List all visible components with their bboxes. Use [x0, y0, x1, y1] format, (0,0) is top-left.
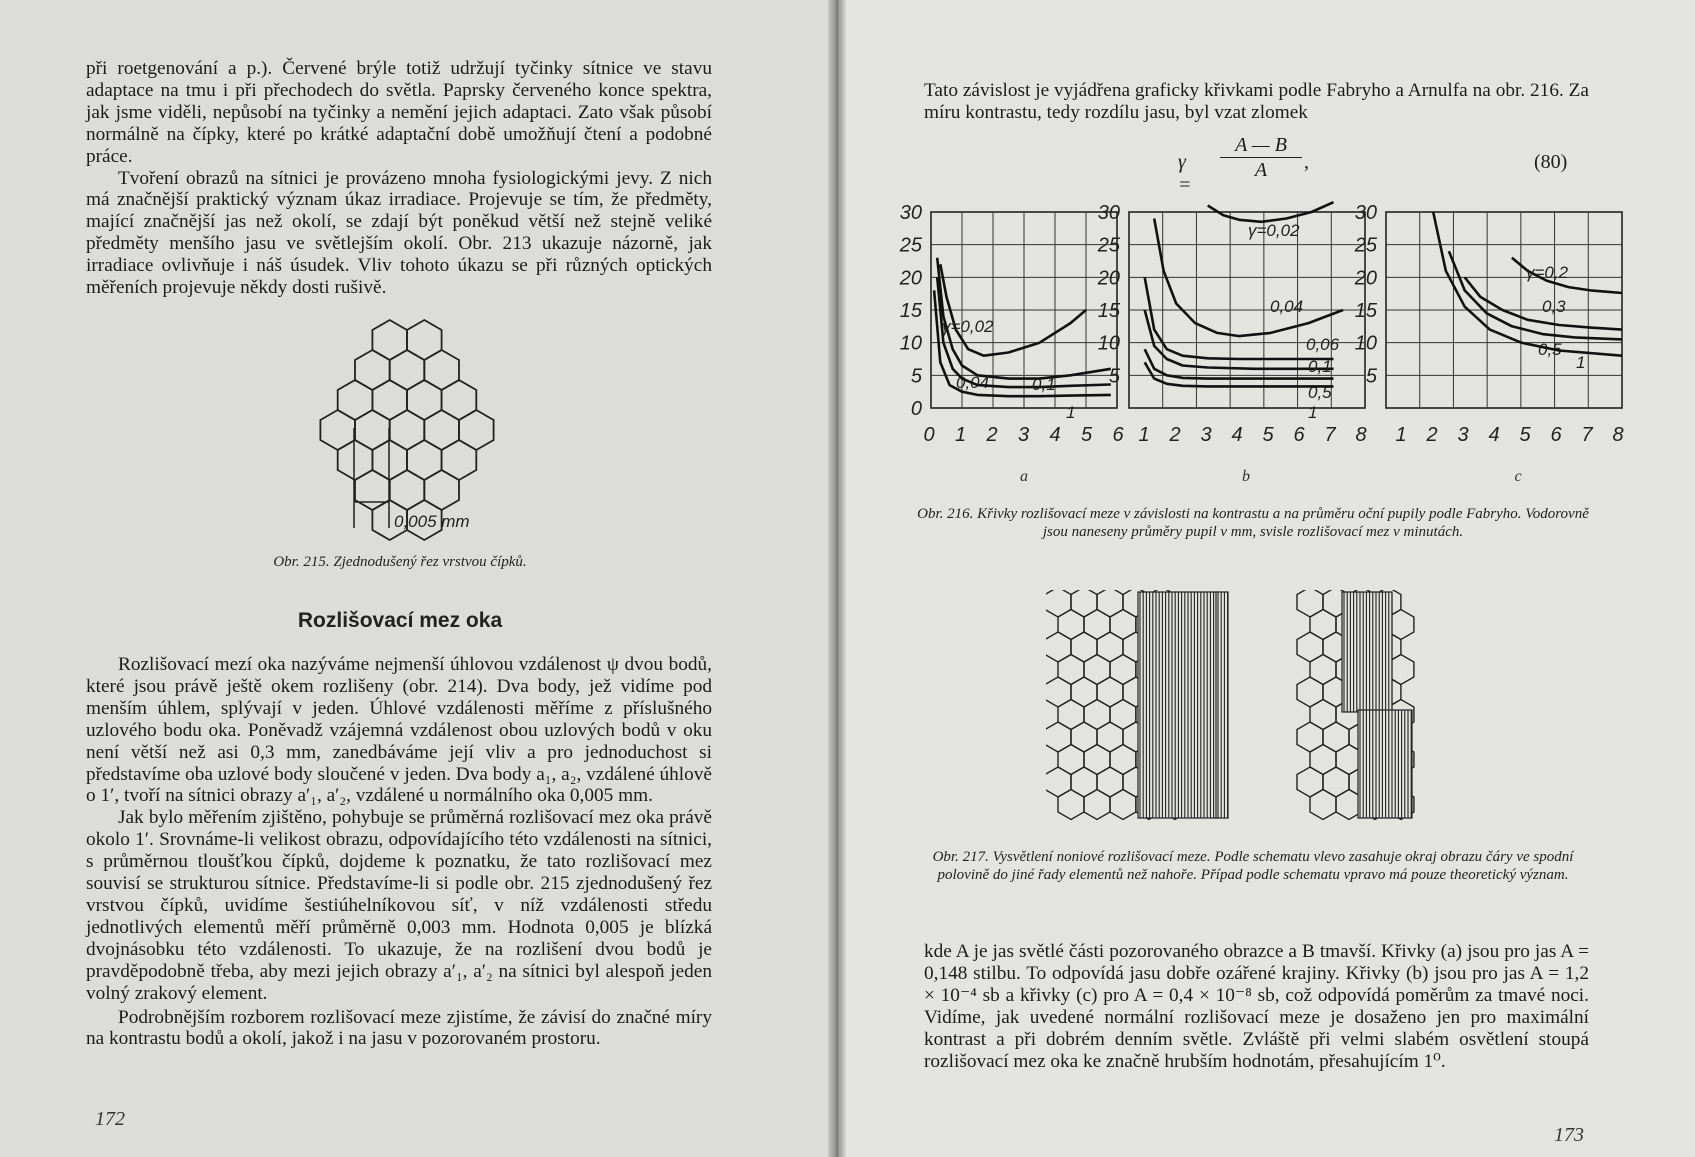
chart-panel-c: [1354, 202, 1624, 485]
series-label: 0,1: [1308, 357, 1332, 376]
x-tick-label: 3: [1457, 424, 1469, 446]
section-heading: Rozlišovací mez oka: [297, 609, 503, 632]
panel-letter: a: [1020, 468, 1028, 485]
x-tick-label: 5: [1080, 424, 1093, 446]
figure-217-caption: Obr. 217. Vysvětlení noniové rozlišovací meze. Podle schematu vlevo zasahuje okraj obrazu čáry ve spodní polovině do jiné řady elementů než nahoře. Případ podle schematu vpravo má pouze theoretický význam.: [932, 849, 1574, 883]
y-tick-label: 20: [1097, 267, 1120, 290]
equation-denominator: A: [1254, 159, 1268, 181]
series-label: 1: [1308, 403, 1318, 422]
y-tick-label: 15: [899, 300, 922, 322]
panel-letter: b: [1242, 468, 1250, 485]
hexagon-cell: [1046, 722, 1071, 752]
y-tick-label: 30: [1354, 202, 1377, 224]
x-tick-label: 1: [1395, 424, 1407, 446]
series-label: 1: [1066, 403, 1076, 422]
x-tick-label: 7: [1581, 424, 1593, 446]
y-tick-label: 10: [1097, 332, 1120, 355]
x-tick-label: 6: [1112, 424, 1124, 446]
book-gutter: [828, 0, 846, 1157]
hexagon-cell: [1084, 790, 1110, 820]
paragraph: Tvoření obrazů na sítnici je provázeno mnoha fysiologickými jevy. Z nich má značnější praktický význam úkaz irradiace. Projevuje se tím, že předměty, mající značnější jas než okolí, se zdají být poněkud větší než stejně veliké předměty menšího jasu ve světlejším okolí. Obr. 213 ukazuje názorně, jak irradiace ovlivňuje i náš úsudek. Vliv tohoto úkazu se při různých optických měřeních projevuje někdy dosti rušivě.: [86, 167, 712, 299]
x-tick-label: 5: [1262, 424, 1274, 446]
panel-letter: c: [1514, 468, 1522, 485]
equation-numerator: A — B: [1220, 134, 1302, 158]
y-tick-label: 5: [1365, 365, 1377, 388]
x-tick-label: 0: [923, 424, 935, 446]
x-tick-label: 6: [1293, 424, 1305, 446]
y-tick-label: 30: [1097, 202, 1120, 224]
equation-number: (80): [1534, 151, 1568, 173]
paragraph: Rozlišovací mezí oka nazýváme nejmenší úhlovou vzdálenost ψ dvou bodů, které jsou právě ještě okem rozlišeny (obr. 214). Dva body, jež vidíme pod menším úhlem, splývají v jeden. Úhlové vzdálenosti měříme z příslušného uzlového bodu oka. Poněvadž vzájemná vzdálenost obou uzlových bodů v oku není větší než asi 0,3 mm, zanedbáváme její vliv a pro jednoduchost si představíme oba uzlové body sloučené v jeden. Dva body a₁, a₂, vzdálené úhlově o 1′, tvoří na sítnici obrazy a′₁, a′₂, vzdálené u normálního oka 0,005 mm.: [86, 654, 712, 807]
series-label: 0,04: [1270, 297, 1304, 316]
chart-panel-a: [899, 202, 1125, 485]
y-tick-label: 10: [899, 332, 922, 355]
figure-217-nonius-schema: [1046, 590, 1416, 825]
y-tick-label: 5: [910, 365, 922, 388]
intro-paragraph: Tato závislost je vyjádřena graficky křivkami podle Fabryho a Arnulfa na obr. 216. Za míru kontrastu, tedy rozdílu jasu, byl vzat zlomek: [924, 80, 1589, 123]
equation-comma: ,: [1304, 151, 1309, 173]
hexagon-cell: [1310, 790, 1336, 820]
series-line: [1145, 362, 1334, 386]
equation-lhs: γ =: [1178, 151, 1192, 196]
text-block-main: [86, 654, 712, 1050]
y-tick-label: 20: [899, 267, 922, 290]
series-label: γ=0,02: [942, 317, 994, 336]
series-label: 0,1: [1032, 375, 1056, 394]
chart-panel-b: [1097, 202, 1367, 485]
paragraph-bottom: kde A je jas světlé části pozorovaného obrazce a B tmavší. Křivky (a) jsou pro jas A = 0,148 stilbu. To odpovídá jasu dobře ozářené krajiny. Křivky (b) jsou pro jas A = 1,2 × 10⁻⁴ sb a křivky (c) pro A = 0,4 × 10⁻⁸ sb, což odpovídá poměrům za tmavé noci. Vidíme, jak uvedené normální rozlišovací meze je dosaženo jen pro maximální kontrast a při dobrém denním světle. Zvláště při velmi slabém osvětlení stoupá rozlišovací mez oka ke značně hrubším hodnotám, přesahujícím 1⁰.: [924, 941, 1589, 1072]
y-tick-label: 30: [899, 202, 922, 224]
series-label: γ=0,02: [1248, 221, 1300, 240]
page-number-right: 173: [1554, 1124, 1584, 1146]
dimension-label: 0,005 mm: [394, 512, 470, 531]
x-tick-label: 4: [1488, 424, 1500, 446]
hexagon-grid: [320, 320, 493, 540]
y-tick-label: 25: [899, 234, 922, 257]
paragraph: Podrobnějším rozborem rozlišovací meze zjistíme, že závisí do značné míry na kontrastu bodů a okolí, jakož i na jasu v pozorovaném prostoru.: [86, 1006, 712, 1050]
x-tick-label: 8: [1612, 424, 1624, 446]
hexagon-cell: [1046, 677, 1071, 707]
right-page: [836, 0, 1695, 1157]
x-tick-label: 7: [1324, 424, 1336, 446]
y-tick-label: 20: [1354, 267, 1377, 290]
line-image-region: [1342, 592, 1392, 712]
x-tick-label: 2: [986, 424, 998, 446]
hexagon-cell: [1046, 632, 1071, 662]
series-label: 0,04: [956, 373, 990, 392]
hexagon-cell: [1058, 790, 1084, 820]
x-tick-label: 6: [1550, 424, 1562, 446]
figure-215-hexagon-lattice: [290, 318, 550, 550]
paragraph: při roetgenování a p.). Červené brýle totiž udržují tyčinky sítnice ve stavu adaptace na tmu i při přechodech do světla. Paprsky červeného konce spektra, jak jsme viděli, nepůsobí na tyčinky a nemění jejich adaptaci. Zato však působí normálně na čípky, které po krátké adaptační době umožňují čtení a podobné práce.: [86, 58, 712, 167]
x-tick-label: 3: [1200, 424, 1212, 446]
hexagon-cell: [1297, 590, 1323, 617]
y-tick-label: 15: [1097, 300, 1120, 322]
text-block-top: [86, 58, 712, 299]
figure-216-caption: Obr. 216. Křivky rozlišovací meze v závislosti na kontrastu a na průměru oční pupily podle Fabryho. Vodorovně jsou naneseny průměry pupil v mm, svisle rozlišovací mez v minutách.: [917, 506, 1589, 540]
series-label: 1: [1576, 353, 1586, 372]
y-tick-label: 15: [1354, 300, 1377, 322]
y-tick-label: 25: [1097, 234, 1120, 257]
hexagon-cell: [1071, 590, 1097, 617]
hexagon-cell: [1097, 590, 1123, 617]
x-tick-label: 1: [1138, 424, 1150, 446]
left-page: [0, 0, 836, 1157]
hexagon-cell: [1046, 767, 1071, 797]
figure-216-charts: [876, 200, 1676, 500]
figure-215-caption: Obr. 215. Zjednodušený řez vrstvou čípků.: [273, 554, 527, 570]
series-label: γ=0,2: [1526, 263, 1569, 282]
x-tick-label: 4: [1231, 424, 1243, 446]
hexagon-cell: [1110, 790, 1136, 820]
x-tick-label: 1: [954, 424, 967, 446]
page-number-left: 172: [95, 1108, 125, 1130]
paragraph: Jak bylo měřením zjištěno, pohybuje se průměrná rozlišovací mez oka právě okolo 1′. Srovnáme-li velikost obrazu, odpovídajícího této vzdálenosti na sítnici, s průměrnou tloušťkou čípků, dojdeme k poznatku, že tato rozlišovací mez souvisí se strukturou sítnice. Představíme-li si podle obr. 215 zjednodušený řez vrstvou čípků, uvidíme šestiúhelníkovou síť, v níž vzdálenosti středu jednotlivých elementů měří průměrně 0,003 mm. Hodnota 0,005 je blízká dvojnásobku této vzdálenosti. To ukazuje, že na rozlišení dvou bodů je pravděpodobně třeba, aby mezi jejich obrazy a′₁, a′₂ na sítnici byl alespoň jeden volný zrakový element.: [86, 807, 712, 1004]
x-tick-label: 4: [1049, 424, 1061, 446]
x-tick-label: 2: [1169, 424, 1181, 446]
nonius-schema-drawing: [1046, 590, 1414, 820]
series-label: 0,3: [1542, 297, 1566, 316]
x-tick-label: 2: [1426, 424, 1438, 446]
x-tick-label: 8: [1355, 424, 1367, 446]
y-tick-label: 0: [910, 398, 922, 420]
y-tick-label: 5: [1108, 365, 1120, 388]
y-tick-label: 25: [1354, 234, 1377, 257]
series-label: 0,5: [1538, 340, 1562, 359]
series-label: 0,06: [1306, 335, 1340, 354]
x-tick-label: 3: [1017, 424, 1030, 446]
x-tick-label: 5: [1519, 424, 1531, 446]
hexagon-cell: [1046, 590, 1071, 617]
y-tick-label: 10: [1354, 332, 1377, 355]
series-label: 0,5: [1308, 383, 1332, 402]
